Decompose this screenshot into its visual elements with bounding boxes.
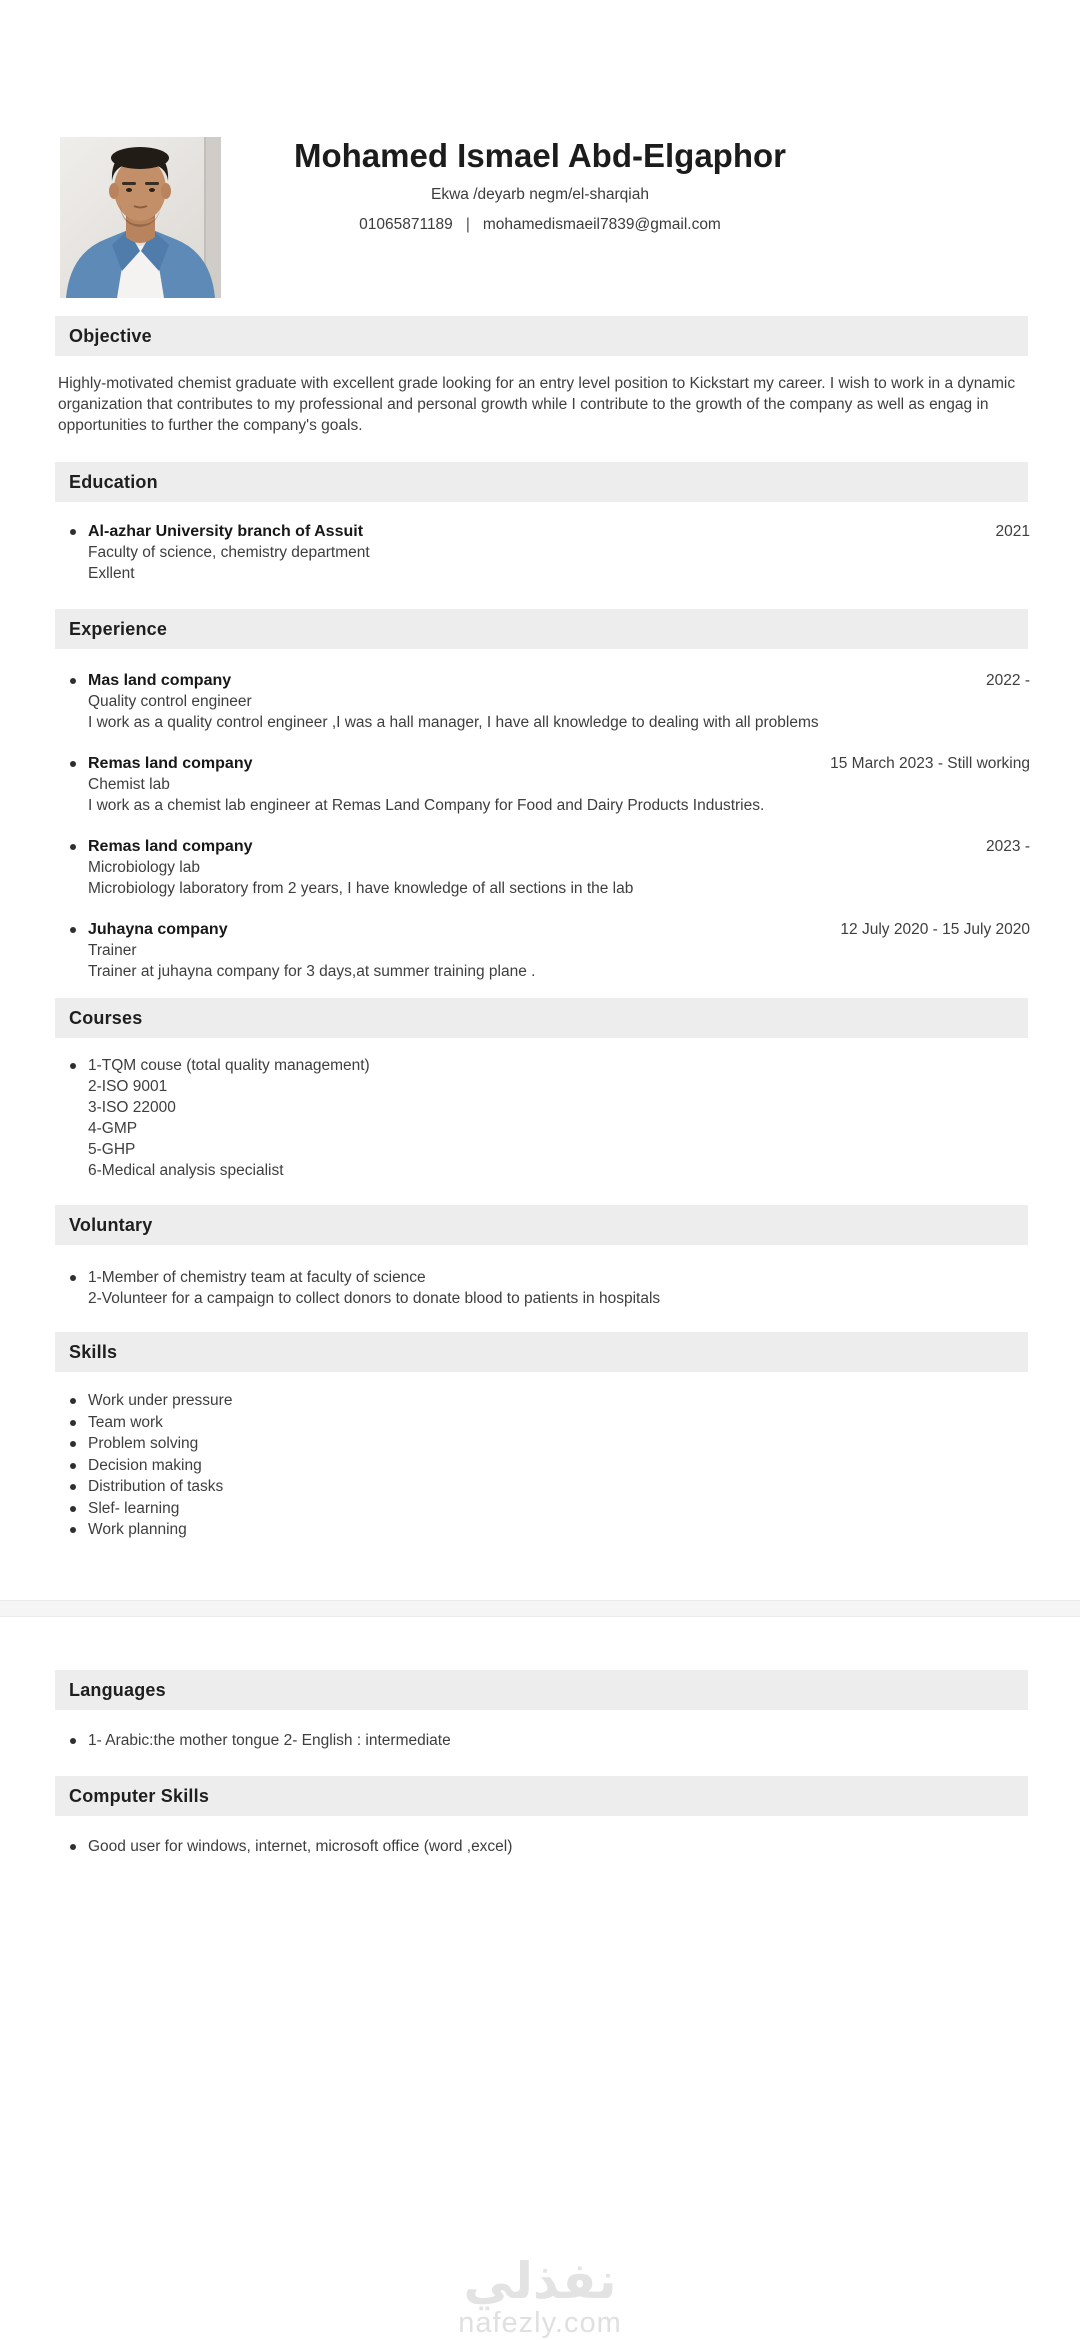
company-name: Mas land company [88, 672, 232, 689]
section-header-bar [55, 1332, 1028, 1372]
education-detail: Faculty of science, chemistry department [88, 544, 370, 561]
job-title: Quality control engineer [88, 693, 252, 710]
language-item: 1- Arabic:the mother tongue 2- English : intermediate [88, 1732, 451, 1749]
email-address: mohamedismaeil7839@gmail.com [482, 216, 721, 233]
section-header-bar [55, 1776, 1028, 1816]
bullet-icon [70, 1484, 76, 1490]
section-heading: Courses [69, 1007, 143, 1028]
experience-entry [0, 836, 1030, 899]
section-header-bar [55, 462, 1028, 502]
company-name: Remas land company [88, 838, 253, 855]
course-item: 2-ISO 9001 [88, 1078, 168, 1095]
section-header-bar [55, 609, 1028, 649]
skill-item: Slef- learning [0, 1498, 1030, 1520]
section-courses [0, 998, 1080, 1181]
job-title: Microbiology lab [88, 859, 200, 876]
languages-list [0, 1730, 1030, 1751]
section-heading: Skills [69, 1341, 118, 1362]
courses-list [0, 1055, 1030, 1181]
skill-item: Decision making [0, 1455, 1030, 1477]
objective-text: Highly-motivated chemist graduate with excellent grade looking for an entry level position to Kickstart my career. I wish to work in a dynamic organization that contributes to my professional and personal growth while I contribute to the growth of the company as well as engag in opportunities to further the company's goals. [58, 375, 1016, 434]
job-description: Trainer at juhayna company for 3 days,at summer training plane . [88, 963, 536, 980]
job-title: Trainer [88, 942, 137, 959]
section-heading: Computer Skills [69, 1785, 210, 1806]
section-skills [0, 1332, 1080, 1541]
company-name: Remas land company [88, 755, 253, 772]
course-item: 3-ISO 22000 [88, 1099, 176, 1116]
computer-skill-item: Good user for windows, internet, microsoft office (word ,excel) [88, 1838, 513, 1855]
experience-entry [0, 753, 1030, 816]
bullet-icon [70, 1398, 76, 1404]
bullet-icon [70, 678, 76, 684]
bullet-icon [70, 529, 76, 535]
job-description: I work as a quality control engineer ,I was a hall manager, I have all knowledge to dealing with all problems [88, 714, 819, 731]
section-header-bar [55, 1205, 1028, 1245]
section-heading: Languages [69, 1679, 166, 1700]
bullet-icon [70, 844, 76, 850]
course-item: 5-GHP [88, 1141, 136, 1158]
company-name: Juhayna company [88, 921, 228, 938]
experience-entry [0, 919, 1030, 982]
bullet-icon [70, 1275, 76, 1281]
job-title: Chemist lab [88, 776, 170, 793]
bullet-icon [70, 1738, 76, 1744]
bullet-icon [70, 1063, 76, 1069]
employment-dates: 2023 - [986, 838, 1030, 855]
bullet-icon [70, 761, 76, 767]
skill-item: Problem solving [0, 1433, 1030, 1455]
experience-entry [0, 670, 1030, 733]
education-grade: Exllent [88, 565, 135, 582]
bullet-icon [70, 1527, 76, 1533]
section-heading: Voluntary [69, 1214, 153, 1235]
skill-item: Distribution of tasks [0, 1476, 1030, 1498]
cv-header [0, 135, 1080, 235]
section-header-bar [55, 998, 1028, 1038]
skill-item: Work planning [0, 1519, 1030, 1541]
skills-list [0, 1390, 1080, 1541]
course-item: 6-Medical analysis specialist [88, 1162, 284, 1179]
page-break-separator [0, 1600, 1080, 1617]
section-objective [0, 316, 1080, 436]
location-text: Ekwa /deyarb negm/el-sharqiah [431, 186, 649, 203]
employment-dates: 12 July 2020 - 15 July 2020 [840, 921, 1030, 938]
section-voluntary [0, 1205, 1080, 1309]
section-education [0, 462, 1080, 584]
skill-item: Work under pressure [0, 1390, 1030, 1412]
section-heading: Objective [69, 325, 152, 346]
skill-item: Team work [0, 1412, 1030, 1434]
voluntary-item: 1-Member of chemistry team at faculty of science [88, 1269, 426, 1286]
nafezly-logo: نفذلي [463, 2252, 617, 2310]
education-entry [0, 521, 1030, 584]
job-description: I work as a chemist lab engineer at Remas Land Company for Food and Dairy Products Industries. [88, 797, 765, 814]
section-computer-skills [0, 1776, 1080, 1857]
section-header-bar [55, 316, 1028, 356]
phone-number: 01065871189 [359, 216, 453, 233]
bullet-icon [70, 1844, 76, 1850]
section-header-bar [55, 1670, 1028, 1710]
bullet-icon [70, 1463, 76, 1469]
section-languages [0, 1670, 1080, 1751]
contact-separator: | [465, 216, 470, 233]
section-heading: Experience [69, 618, 168, 639]
nafezly-site-text: nafezly.com [458, 2307, 622, 2339]
course-item: 1-TQM couse (total quality management) [88, 1057, 370, 1074]
bullet-icon [70, 1506, 76, 1512]
job-description: Microbiology laboratory from 2 years, I have knowledge of all sections in the lab [88, 880, 634, 897]
computer-skills-list [0, 1836, 1030, 1857]
section-experience [0, 609, 1080, 982]
education-date: 2021 [995, 523, 1030, 540]
bullet-icon [70, 1420, 76, 1426]
bullet-icon [70, 927, 76, 933]
voluntary-item: 2-Volunteer for a campaign to collect donors to donate blood to patients in hospitals [88, 1290, 661, 1307]
profile-photo [60, 137, 221, 298]
candidate-name: Mohamed Ismael Abd-Elgaphor [293, 137, 786, 174]
voluntary-list [0, 1267, 1030, 1309]
course-item: 4-GMP [88, 1120, 138, 1137]
section-heading: Education [69, 471, 158, 492]
bullet-icon [70, 1441, 76, 1447]
nafezly-watermark [0, 2252, 1080, 2339]
employment-dates: 2022 - [986, 672, 1030, 689]
portrait-illustration [60, 137, 221, 298]
employment-dates: 15 March 2023 - Still working [830, 755, 1030, 772]
education-school: Al-azhar University branch of Assuit [88, 523, 364, 540]
